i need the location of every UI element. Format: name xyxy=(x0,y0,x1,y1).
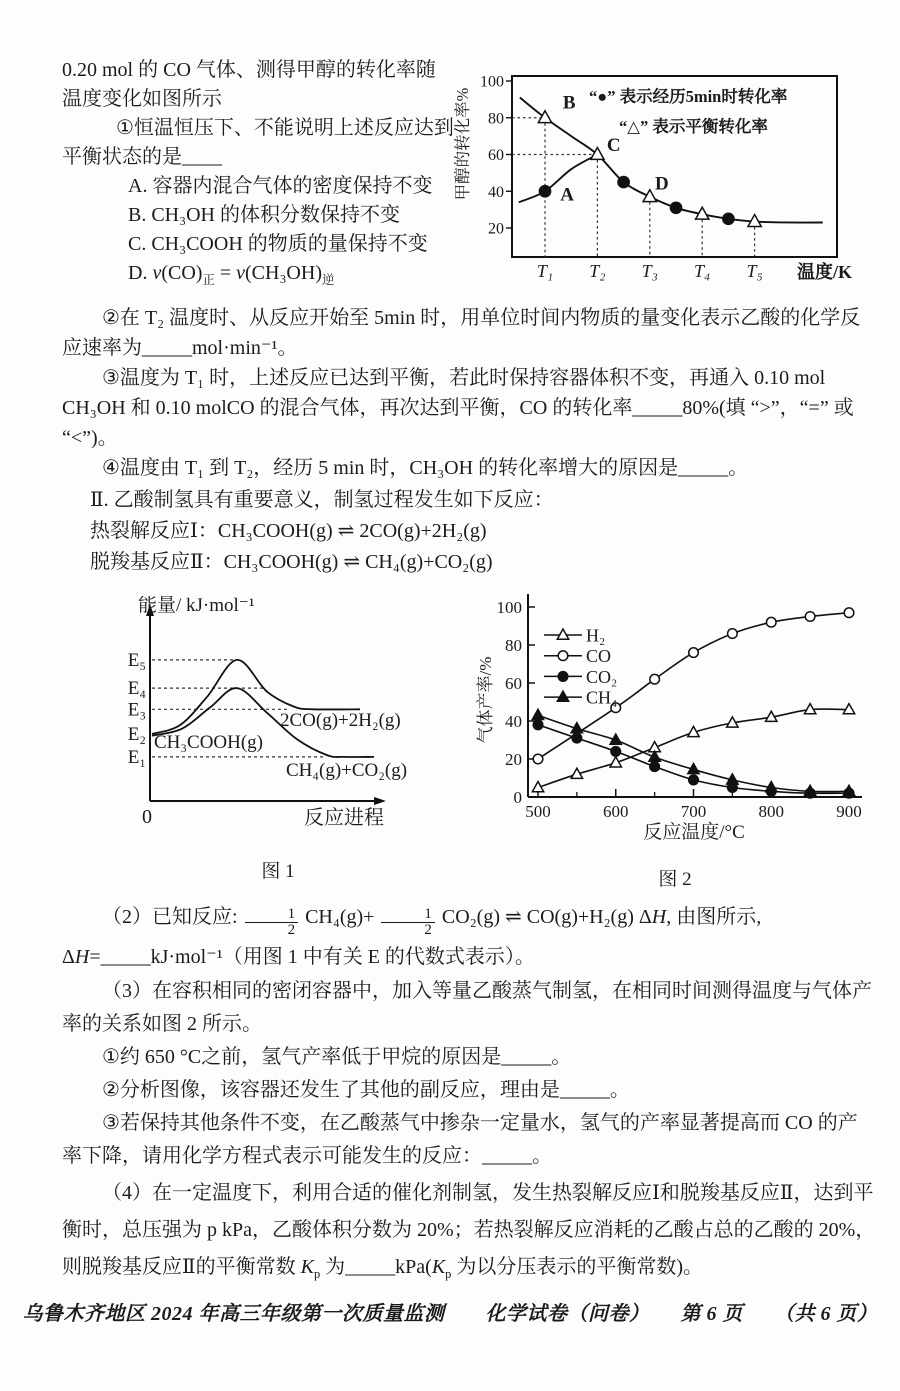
x-tick-label: 500 xyxy=(525,802,551,821)
y-tick-label: 60 xyxy=(505,674,522,693)
p3-intro: （3）在容积相同的密闭容器中，加入等量乙酸蒸气制氢，在相同时间测得温度与气体产率的关系如图 2 所示。 xyxy=(62,979,872,1035)
filled-circle-marker xyxy=(611,747,621,757)
p3-sub-1: ①约 650 °C之前，氢气产率低于甲烷的原因是_____。 xyxy=(102,1045,572,1068)
legend-five-min: “●” 表示经历5min时转化率 xyxy=(588,87,788,106)
p3-sub-2: ②分析图像，该容器还发生了其他的副反应，理由是_____。 xyxy=(102,1078,630,1101)
level-label-5: E₅ xyxy=(127,649,146,671)
one-half-fraction: $\frac{1}{2}$ xyxy=(381,907,435,939)
question-4: ④温度由 T₁ 到 T₂，经历 5 min 时，CH₃OH 的转化率增大的原因是_____。 xyxy=(102,457,749,479)
option-a: A. 容器内混合气体的密度保持不变 xyxy=(128,175,433,197)
five-min-curve xyxy=(519,155,598,206)
y-axis-label: 能量/ kJ·mol⁻¹ xyxy=(138,596,255,616)
x-tick-label: T₄ xyxy=(693,261,711,281)
figure-2-gas-yield-chart xyxy=(474,582,876,891)
filled-circle-marker xyxy=(533,720,543,730)
option-b: B. CH₃OH 的体积分数保持不变 xyxy=(128,204,400,226)
page-footer: 乌鲁木齐地区 2024 年高三年级第一次质量监测 化学试卷（问卷） 第 6 页 （共 6 页） xyxy=(22,1303,878,1325)
y-tick-label: 100 xyxy=(479,73,504,91)
y-tick-label: 0 xyxy=(513,788,522,807)
y-tick-label: 100 xyxy=(496,598,522,617)
level-label-4: E₄ xyxy=(127,678,146,700)
yield-plot xyxy=(476,594,862,843)
y-tick-label: 60 xyxy=(487,147,504,164)
option-c: C. CH₃COOH 的物质的量保持不变 xyxy=(128,233,428,255)
filled-circle-marker xyxy=(650,762,660,772)
gas-yield-svg xyxy=(474,582,876,856)
legend-label-CO: CO xyxy=(586,646,612,667)
option-d: D. $v(CO)_正 = v(CH_3OH)_逆$ xyxy=(128,262,335,287)
question-p4: （4）在一定温度下，利用合适的催化剂制氢，发生热裂解反应Ⅰ和脱羧基反应Ⅱ，达到平衡时，总压强为 p kPa，乙酸体积分数为 20%；若热裂解反应消耗的乙酸占总的乙酸的 20%，则脱羧基反应Ⅱ的平衡常数 $K_p$ 为$\_\_\_\_\_kPa(K_p$ 为以分压表示的平衡常数)。 xyxy=(62,1181,876,1281)
section-2-heading: Ⅱ. 乙酸制氢具有重要意义，制氢过程发生如下反应： xyxy=(90,489,554,511)
x-tick-label: 900 xyxy=(836,802,862,821)
reaction-2: 脱羧基反应Ⅱ：CH₃COOH(g) ⇌ CH₄(g)+CO₂(g) xyxy=(90,551,493,573)
open-circle-marker xyxy=(766,617,776,627)
open-triangle-marker xyxy=(557,629,568,639)
question-2: ②在 T₂ 温度时、从反应开始至 5min 时，用单位时间内物质的量变化表示乙酸的化学反应速率为_____mol·min⁻¹。 xyxy=(62,307,861,359)
filled-circle-marker xyxy=(618,176,629,187)
open-circle-marker xyxy=(689,648,699,658)
filled-triangle-marker xyxy=(532,709,543,719)
conversion-plot xyxy=(454,74,852,283)
x-tick-label: T₂ xyxy=(589,261,606,281)
filled-circle-marker xyxy=(689,775,699,785)
x-axis-label: 反应进程 xyxy=(304,807,384,829)
x-tick-label: 700 xyxy=(680,802,707,821)
figure-1-energy-diagram xyxy=(62,582,474,891)
y-tick-label: 80 xyxy=(487,110,504,128)
x-axis-label: 反应温度/°C xyxy=(643,822,745,843)
filled-circle-marker xyxy=(572,733,582,743)
intro-line-1: 0.20 mol 的 CO 气体、测得甲醇的转化率随 xyxy=(62,59,436,81)
open-triangle-marker xyxy=(591,148,604,160)
q1-stem-line-1: ①恒温恒压下、不能说明上述反应达到 xyxy=(116,117,454,139)
level-label-3: E₃ xyxy=(127,699,146,721)
one-half-fraction: $\frac{1}{2}$ xyxy=(245,907,299,939)
y-tick-label: 20 xyxy=(487,220,504,238)
filled-circle-marker xyxy=(558,672,568,682)
methanol-conversion-svg xyxy=(454,56,880,293)
y-tick-label: 20 xyxy=(505,750,522,769)
level-label-2: E₂ xyxy=(127,723,146,745)
x-axis-arrow xyxy=(374,797,386,805)
open-circle-marker xyxy=(533,754,543,764)
y-tick-label: 40 xyxy=(505,712,522,731)
figure-1-caption: 图 1 xyxy=(261,861,295,882)
legend-equilibrium: “△” 表示平衡转化率 xyxy=(618,117,768,136)
energy-plot xyxy=(128,596,407,829)
filled-circle-marker xyxy=(539,186,550,197)
question-3: ③温度为 T₁ 时，上述反应已达到平衡，若此时保持容器体积不变，再通入 0.10 mol CH₃OH 和 0.10 molCO 的混合气体，再次达到平衡，CO 的转化率_____80%(填 “>”，“=” 或 “<”)。 xyxy=(62,367,854,449)
open-circle-marker xyxy=(558,651,568,661)
x-tick-label: 800 xyxy=(758,802,784,821)
open-circle-marker xyxy=(844,608,854,618)
point-label-A: A xyxy=(560,184,574,206)
point-label-D: D xyxy=(654,173,669,195)
question-p2: （2）已知反应: $\frac{1}{2}$ CH₄(g)+ $\frac{1}{2}$ CO₂(g) ⇌ CO(g)+H₂(g) ΔH, 由图所示, ΔH=_____kJ·mol⁻¹（用图 1 中有关 E 的代数式表示）。 xyxy=(62,905,762,968)
top-section xyxy=(62,56,876,299)
filled-circle-marker xyxy=(723,213,734,224)
x-tick-label: T₅ xyxy=(746,261,763,281)
question-p3 xyxy=(62,975,876,1173)
figure-2-caption: 图 2 xyxy=(658,869,692,890)
filled-triangle-marker xyxy=(557,691,568,701)
figures-row xyxy=(62,582,876,891)
legend-label-H₂: H₂ xyxy=(586,625,606,646)
y-tick-label: 80 xyxy=(505,636,522,655)
x-tick-label: T₁ xyxy=(536,261,554,281)
energy-diagram-svg xyxy=(82,596,474,848)
y-axis-label: 甲醇的转化率% xyxy=(453,87,472,201)
x-axis-label: 温度/K xyxy=(796,262,852,282)
legend-label-CO₂: CO₂ xyxy=(586,666,618,687)
open-triangle-marker xyxy=(538,111,551,123)
open-circle-marker xyxy=(728,629,738,639)
filled-circle-marker xyxy=(670,202,681,213)
open-circle-marker xyxy=(650,674,660,684)
open-triangle-marker xyxy=(843,704,854,714)
page-content xyxy=(62,56,876,1293)
y-tick-label: 40 xyxy=(487,183,504,201)
section-2 xyxy=(62,485,876,578)
origin-label: 0 xyxy=(142,806,152,828)
p3-sub-3: ③若保持其他条件不变，在乙酸蒸气中掺杂一定量水，氢气的产率显著提高而 CO 的产率下降，请用化学方程式表示可能发生的反应：_____。 xyxy=(62,1111,858,1167)
x-tick-label: T₃ xyxy=(641,261,658,281)
lower-product-label: CH₄(g)+CO₂(g) xyxy=(286,760,408,781)
point-label-B: B xyxy=(562,92,576,114)
open-circle-marker xyxy=(805,612,815,622)
point-label-C: C xyxy=(606,134,621,156)
upper-product-label: 2CO(g)+2H₂(g) xyxy=(280,710,401,731)
reactant-label: CH₃COOH(g) xyxy=(154,732,264,753)
level-label-1: E₁ xyxy=(127,746,146,768)
reaction-1: 热裂解反应Ⅰ：CH₃COOH(g) ⇌ 2CO(g)+2H₂(g) xyxy=(90,520,487,542)
q1-stem-line-2: 平衡状态的是____ xyxy=(62,146,222,168)
y-axis-label: 气体产率/% xyxy=(476,656,495,744)
intro-line-2: 温度变化如图所示 xyxy=(62,88,222,110)
x-tick-label: 600 xyxy=(603,802,629,821)
legend-label-CH₄: CH₄ xyxy=(586,687,618,708)
methanol-conversion-chart xyxy=(454,56,880,299)
question-1-block xyxy=(62,56,454,299)
